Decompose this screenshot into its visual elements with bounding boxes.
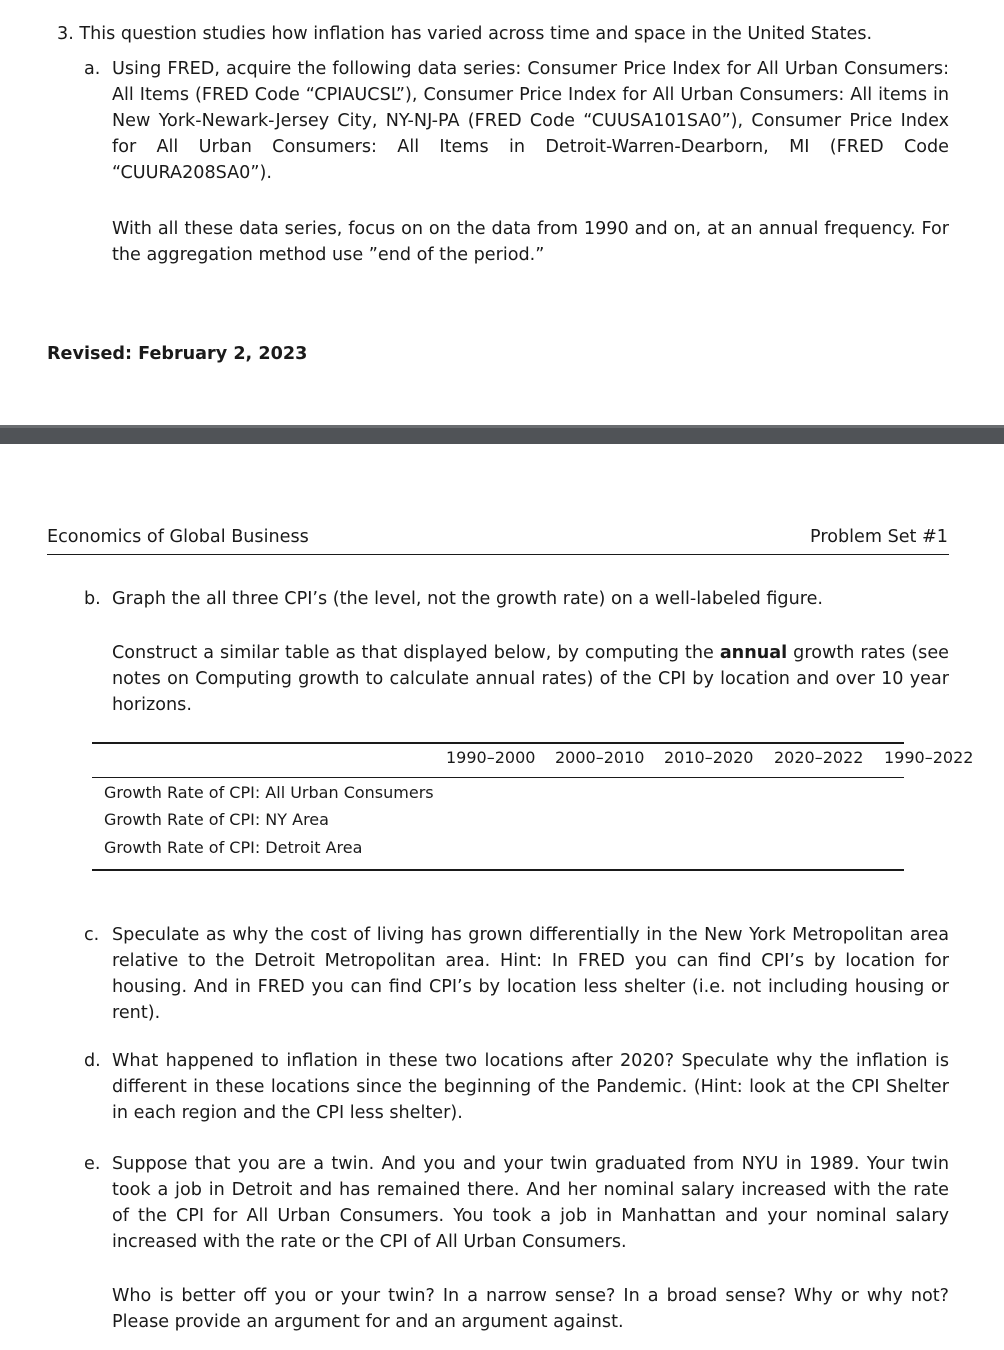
table-row-label: Growth Rate of CPI: Detroit Area: [104, 838, 363, 857]
table-col-header: 2000–2010: [555, 748, 645, 767]
page-divider-highlight: [0, 425, 1004, 428]
part-e-text2: Who is better off you or your twin? In a narrow sense? In a broad sense? Why or why not? Please provide an argument for and an argument against.: [112, 1286, 949, 1332]
part-c-text: Speculate as why the cost of living has grown differentially in the New York Metropolitan area relative to the Detroit Metropolitan area. Hint: In FRED you can find CPI’s by location for housing. And in FRED you can find CPI’s by location less shelter (i.e. not including housing or rent).: [112, 925, 949, 1023]
table-col-header: 2020–2022: [774, 748, 864, 767]
table-row-label: Growth Rate of CPI: All Urban Consumers: [104, 783, 434, 802]
table-col-header: 1990–2000: [446, 748, 536, 767]
table-top-rule: [92, 742, 904, 744]
table-bottom-rule: [92, 869, 904, 871]
course-title: Economics of Global Business: [47, 527, 309, 547]
revised-date: Revised: February 2, 2023: [47, 344, 308, 364]
part-c-letter: c.: [84, 925, 100, 945]
table-col-header: 2010–2020: [664, 748, 754, 767]
part-d-text: What happened to inflation in these two locations after 2020? Speculate why the inflation is different in these locations since the beginning of the Pandemic. (Hint: look at the CPI Shelter in each region and the CPI less shelter).: [112, 1051, 949, 1123]
problem-set-label: Problem Set #1: [810, 527, 948, 547]
part-a-letter: a.: [84, 59, 101, 79]
part-e-letter: e.: [84, 1154, 101, 1174]
part-e-text: Suppose that you are a twin. And you and your twin graduated from NYU in 1989. Your twin took a job in Detroit and has remained there. And her nominal salary increased with the rate of the CPI for All Urban Consumers. You took a job in Manhattan and your nominal salary increased with the rate or the CPI of All Urban Consumers.: [112, 1154, 949, 1252]
part-b-text2-bold: annual: [719, 643, 788, 663]
part-b-text2: [112, 640, 949, 718]
part-b-letter: b.: [84, 589, 101, 609]
table-col-header: 1990–2022: [884, 748, 974, 767]
header-rule: [47, 554, 949, 555]
table-row-label: Growth Rate of CPI: NY Area: [104, 810, 329, 829]
part-b-text: Graph the all three CPI’s (the level, not the growth rate) on a well-labeled figure.: [112, 589, 823, 609]
question-intro: 3. This question studies how inflation has varied across time and space in the United States.: [57, 24, 873, 44]
part-d-letter: d.: [84, 1051, 101, 1071]
table-mid-rule: [92, 777, 904, 778]
part-b-text2-pre: Construct a similar table as that displayed below, by computing the: [112, 643, 720, 663]
part-a-text: Using FRED, acquire the following data series: Consumer Price Index for All Urban Consumers: All Items (FRED Code “CPIAUCSL”), Consumer Price Index for All Urban Consumers: All items in New York-Newark-Jersey City, NY-NJ-PA (FRED Code “CUUSA101SA0”), Consumer Price Index for All Urban Consumers: All Items in Detroit-Warren-Dearborn, MI (FRED Code “CUURA208SA0”).: [112, 59, 949, 183]
part-b-text2-post: growth rates (see notes on Computing growth to calculate annual rates) of the CPI by location and over 10 year horizons.: [112, 643, 949, 715]
part-a-text2: With all these data series, focus on on the data from 1990 and on, at an annual frequency. For the aggregation method use ”end of the period.”: [112, 219, 949, 265]
